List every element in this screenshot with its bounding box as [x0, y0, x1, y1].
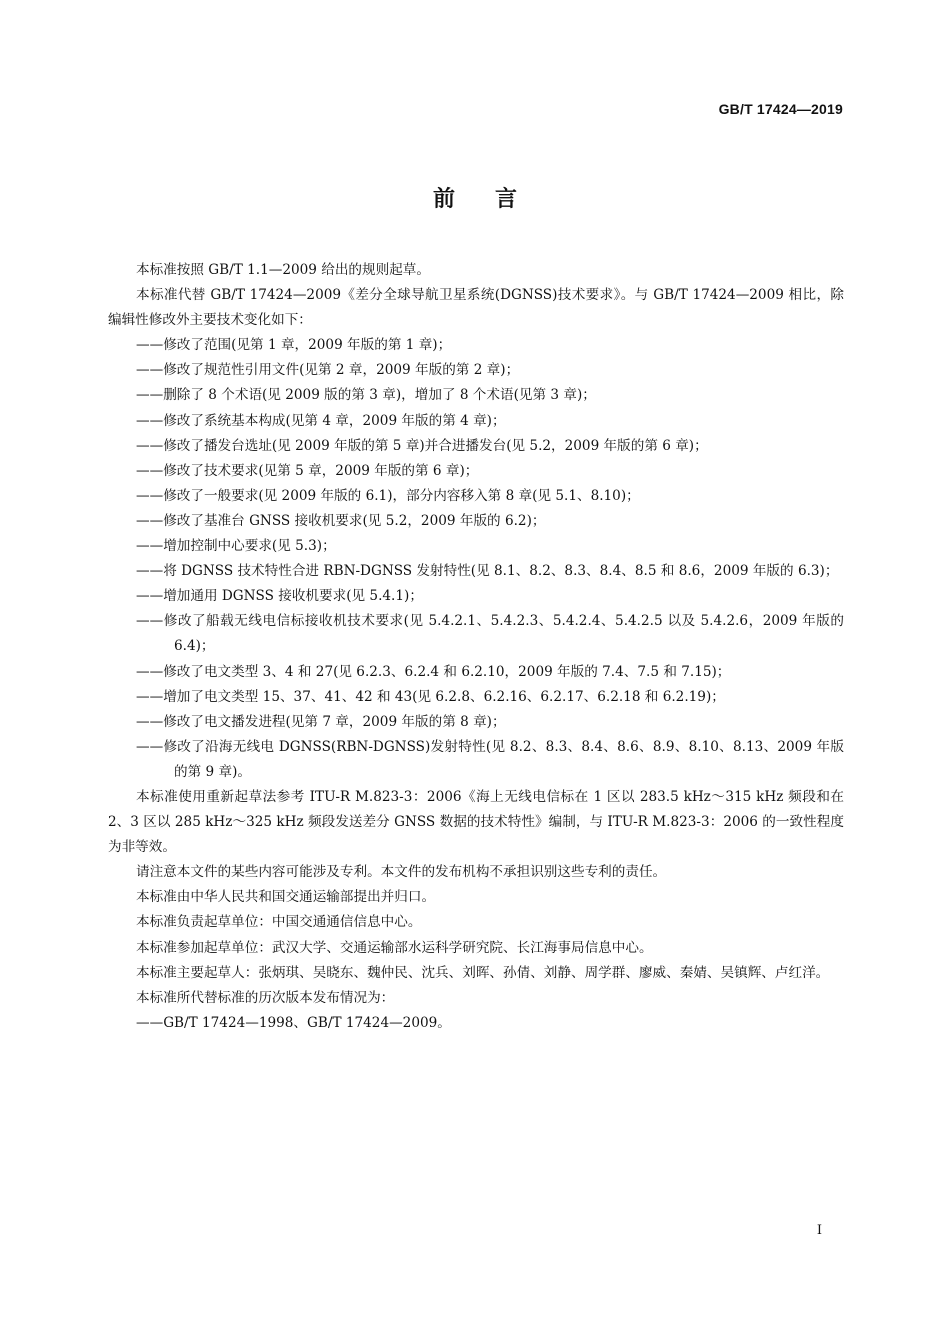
list-item: ——增加控制中心要求(见 5.3)； — [136, 538, 336, 555]
list-item: ——修改了基准台 GNSS 接收机要求(见 5.2，2009 年版的 6.2)； — [136, 512, 546, 529]
list-item: ——将 DGNSS 技术特性合进 RBN-DGNSS 发射特性(见 8.1、8.2、8.3、8.4、8.5 和 8.6，2009 年版的 6.3)； — [136, 563, 839, 580]
paragraph: 本标准代替 GB/T 17424—2009《差分全球导航卫星系统(DGNSS)技术要求》。与 GB/T 17424—2009 相比，除编辑性修改外主要技术变化如下： — [108, 287, 844, 329]
paragraph: 本标准主要起草人：张炳琪、吴晓东、魏仲民、沈兵、刘晖、孙倩、刘静、周学群、廖威、秦婧、吴镇辉、卢红洋。 — [136, 964, 830, 981]
list-item: ——修改了范围(见第 1 章，2009 年版的第 1 章)； — [136, 337, 452, 354]
paragraph: 本标准由中华人民共和国交通运输部提出并归口。 — [136, 889, 436, 906]
foreword-body — [108, 258, 844, 1036]
paragraph: 本标准按照 GB/T 1.1—2009 给出的规则起草。 — [136, 262, 430, 278]
paragraph: 本标准负责起草单位：中国交通通信信息中心。 — [136, 914, 422, 931]
paragraph: 本标准参加起草单位：武汉大学、交通运输部水运科学研究院、长江海事局信息中心。 — [136, 939, 653, 956]
paragraph: 请注意本文件的某些内容可能涉及专利。本文件的发布机构不承担识别这些专利的责任。 — [136, 864, 667, 881]
list-item: ——增加了电文类型 15、37、41、42 和 43(见 6.2.8、6.2.16、6.2.17、6.2.18 和 6.2.19)； — [136, 688, 725, 705]
list-item: ——修改了系统基本构成(见第 4 章，2009 年版的第 4 章)； — [136, 412, 506, 429]
paragraph: 本标准使用重新起草法参考 ITU-R M.823-3：2006《海上无线电信标在 1 区以 283.5 kHz～315 kHz 频段和在 2、3 区以 285 kHz～325 kHz 频段发送差分 GNSS 数据的技术特性》编制，与 ITU-R M.823-3：2006 的一致性程度为非等效。 — [108, 788, 844, 856]
list-item: ——修改了播发台选址(见 2009 年版的第 5 章)并合进播发台(见 5.2，2009 年版的第 6 章)； — [136, 437, 708, 454]
list-item: ——修改了一般要求(见 2009 年版的 6.1)，部分内容移入第 8 章(见 5.1、8.10)； — [136, 487, 640, 504]
paragraph: 本标准所代替标准的历次版本发布情况为： — [136, 989, 395, 1006]
page-number: I — [816, 1223, 822, 1238]
standard-number: GB/T 17424—2019 — [718, 101, 843, 117]
list-item: ——增加通用 DGNSS 接收机要求(见 5.4.1)； — [136, 588, 423, 605]
list-item: ——修改了电文播发进程(见第 7 章，2009 年版的第 8 章)； — [136, 713, 506, 730]
list-item: ——修改了技术要求(见第 5 章，2009 年版的第 6 章)； — [136, 462, 479, 479]
page-title: 前言 — [432, 187, 557, 212]
list-item: ——修改了规范性引用文件(见第 2 章，2009 年版的第 2 章)； — [136, 362, 520, 379]
list-item: ——修改了船载无线电信标接收机技术要求(见 5.4.2.1、5.4.2.3、5.4.2.4、5.4.2.5 以及 5.4.2.6，2009 年版的 6.4)； — [136, 613, 844, 655]
list-item: ——修改了电文类型 3、4 和 27(见 6.2.3、6.2.4 和 6.2.10，2009 年版的 7.4、7.5 和 7.15)； — [136, 663, 731, 680]
list-item: ——GB/T 17424—1998、GB/T 17424—2009。 — [136, 1014, 451, 1031]
list-item: ——修改了沿海无线电 DGNSS(RBN-DGNSS)发射特性(见 8.2、8.3、8.4、8.6、8.9、8.10、8.13、2009 年版的第 9 章)。 — [136, 738, 844, 780]
list-item: ——删除了 8 个术语(见 2009 版的第 3 章)，增加了 8 个术语(见第 3 章)； — [136, 387, 596, 404]
